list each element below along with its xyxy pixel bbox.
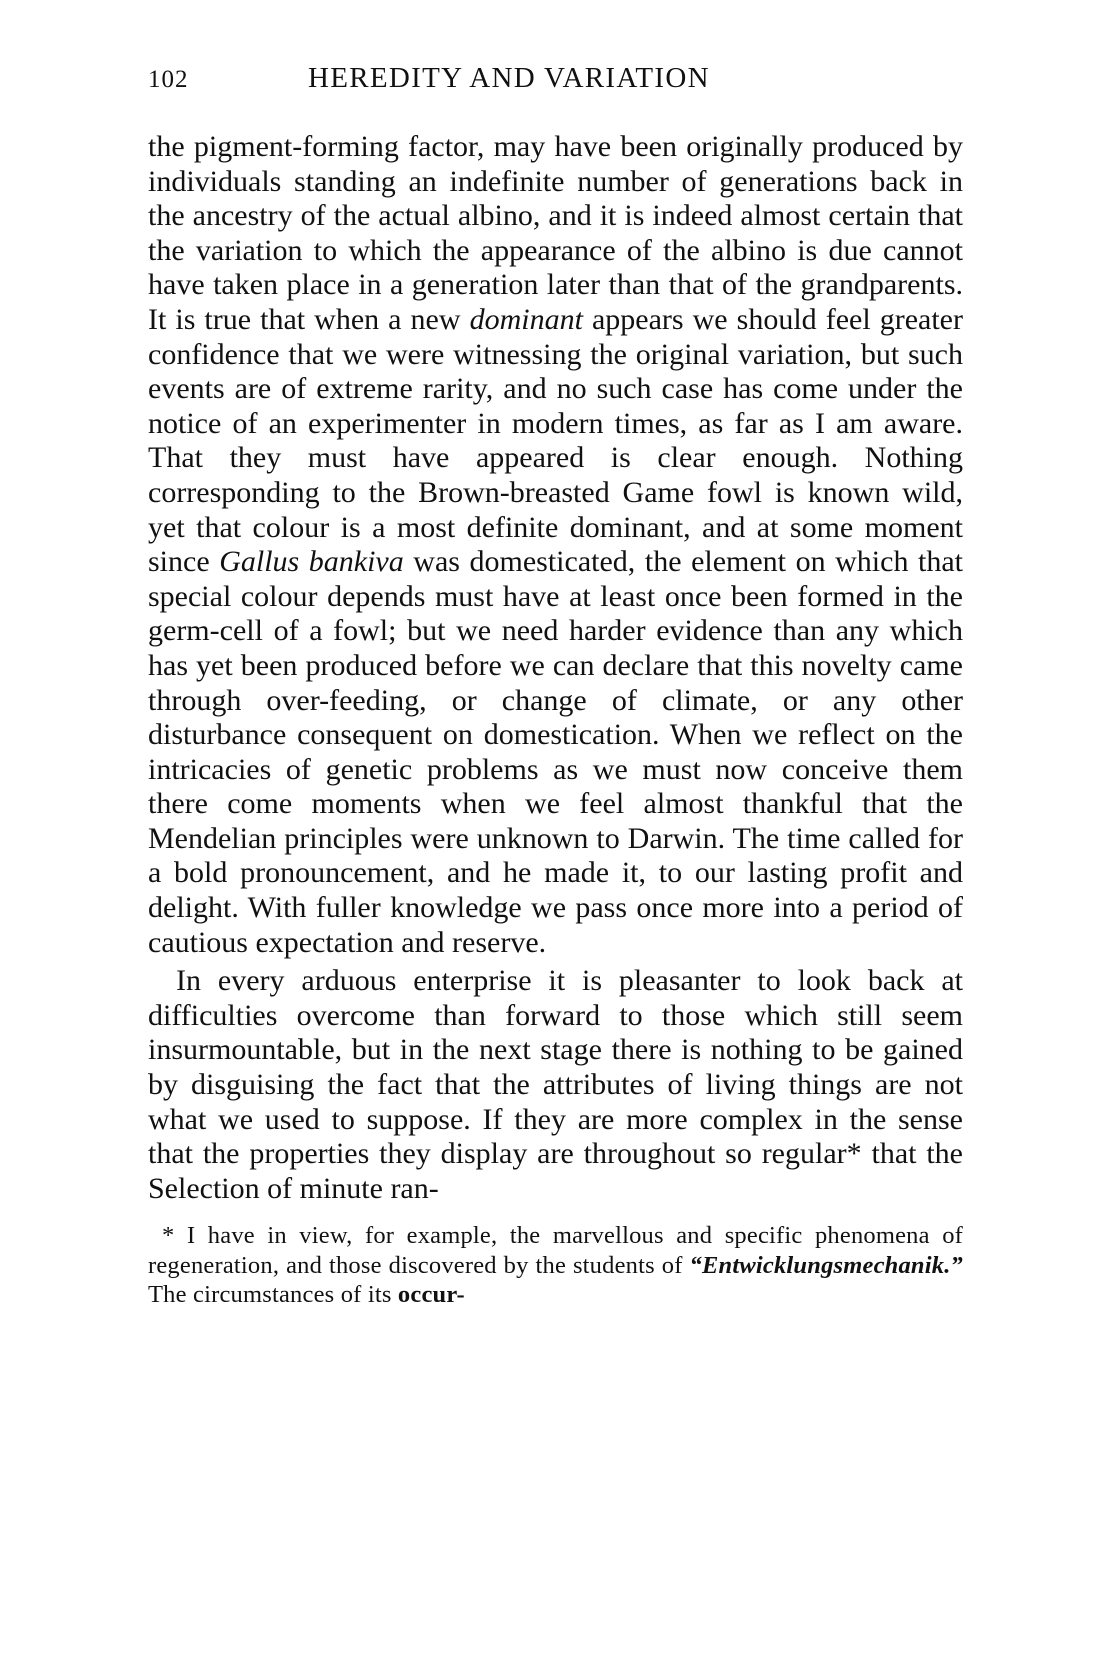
paragraph-2-text: In every arduous enterprise it is pleasanter to look back at difficulties overcome than forward to those which still seem insurmountable, but in the next stage there is nothing to be gained by disguising the fact that the attributes of living things are not what we used to suppose. If they are more complex in the sense that the properties they display are throughout so regular* that the Selection of minute ran- [148, 964, 963, 1205]
italic-term-dominant: dominant [469, 302, 583, 336]
italic-term-gallus-bankiva: Gallus bankiva [219, 545, 404, 579]
paragraph-1 [148, 130, 963, 960]
paragraph-1-part-1: the pigment-forming factor, may have been originally produced by individuals standing an indefinite number of generations back in the ancestry of the actual albino, and it is indeed almost certain that the variation to which the appearance of the albino is due cannot have taken place in a generation later than that of the grandparents. It is true that when a new [148, 130, 963, 336]
footnote-italic-title: “Entwicklungsmechanik.” [689, 1251, 963, 1279]
paragraph-1-part-2: appears we should feel greater confidence that we were witnessing the original variation, but such events are of extreme rarity, and no such case has come under the notice of an experimenter in modern times, as far as I am aware. That they must have appeared is clear enough. Nothing corresponding to the Brown-breasted Game fowl is known wild, yet that colour is a most definite dominant, and at some moment since [148, 302, 963, 579]
running-title: HEREDITY AND VARIATION [308, 62, 710, 94]
paragraph-2 [148, 964, 963, 1206]
page-number: 102 [148, 66, 189, 93]
paragraph-1-part-3: was domesticated, the element on which that special colour depends must have at least once been formed in the germ-cell of a fowl; but we need harder evidence than any which has yet been produced before we can declare that this novelty came through over-feeding, or change of climate, or any other disturbance consequent on domestication. When we reflect on the intricacies of genetic problems as we must now conceive them there come moments when we feel almost thankful that the Mendelian principles were unknown to Darwin. The time called for a bold pronouncement, and he made it, to our lasting profit and delight. With fuller knowledge we pass once more into a period of cautious expectation and reserve. [148, 545, 963, 959]
book-page [148, 62, 963, 1310]
footnote-text-start: * I have in view, for example, the marvellous and specific phenomena of regeneration, and those discovered by the students of [148, 1222, 963, 1279]
footnote-text-end: occur- [397, 1281, 465, 1309]
footnote-text-middle: The circumstances of its [148, 1281, 398, 1309]
body-text [148, 130, 963, 1206]
footnote [148, 1221, 963, 1310]
page-header [148, 62, 963, 106]
